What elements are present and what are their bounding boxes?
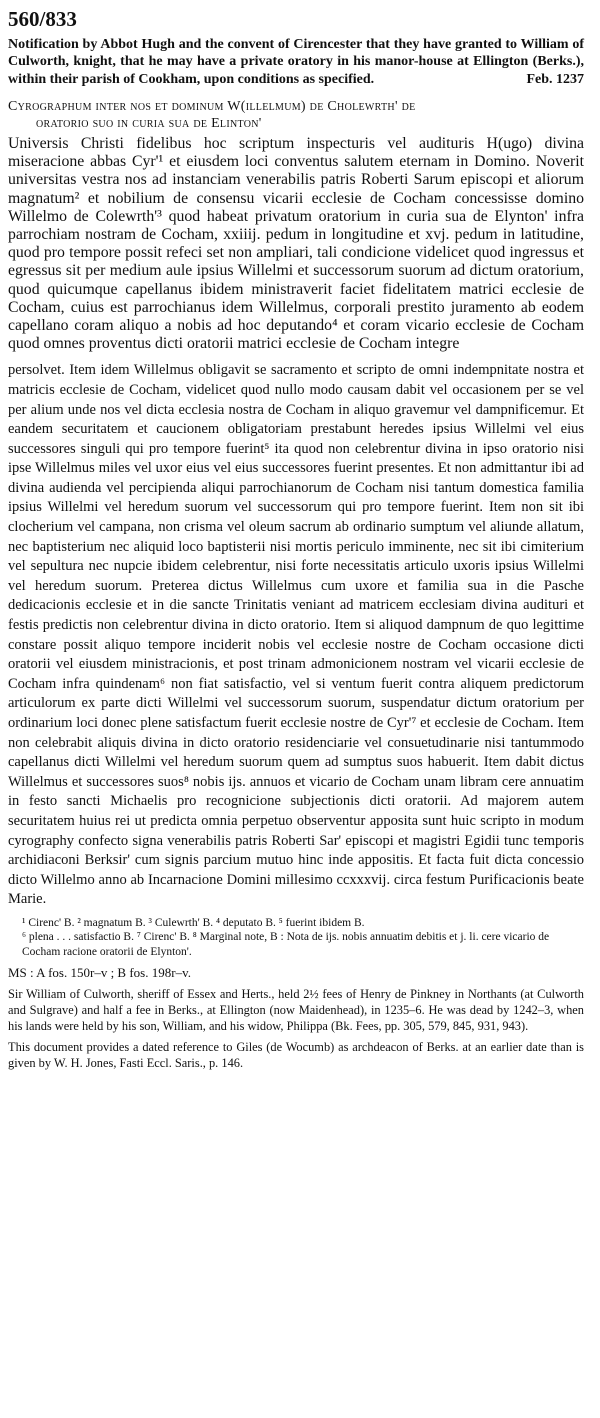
biographical-note: Sir William of Culworth, sheriff of Essex and Herts., held 2½ fees of Henry de Pinkney in Northants (at Culworth and Sulgrave) and half a fee in Berks., at Ellington (now Maidenhead), in 1235–6. He was dead by 1242–3, when his lands were held by his son, William, and his widow, Philippa (Bk. Fees, pp. 305, 579, 845, 931, 943).: [8, 987, 584, 1033]
notification-text: Notification by Abbot Hugh and the convent of Cirencester that they have granted to William of Culworth, knight, that he may have a private oratory in his manor-house at Ellington (Berks.), within their parish of Cookham, upon conditions as specified.: [8, 37, 584, 87]
document-number: 560/833: [8, 7, 77, 31]
footnotes-line-1: ¹ Cirenc' B. ² magnatum B. ³ Culewrth' B. ⁴ deputato B. ⁵ fuerint ibidem B.: [22, 916, 365, 929]
footnotes: [8, 916, 584, 960]
footnotes-line-2: ⁶ plena . . . satisfactio B. ⁷ Cirenc' B. ⁸ Marginal note, B : Nota de ijs. nobis annuatim debitis et j. li. cere vicario de Cocham racione oratorii de Elynton'.: [22, 931, 550, 958]
latin-text-part-2: persolvet. Item idem Willelmus obligavit se sacramento et scripto de omni indempnitate nostra et matricis ecclesie de Cocham, videlicet quod nullo modo causam dabit vel occasionem per se vel per alium unde nos vel dicta ecclesia nostra de Cocham in aliquo gravemur vel dampnificemur. Et eandem securitatem et caucionem obligatoriam prestabunt heredes ipsius Willelmi vel eius successores singuli qui pro tempore fuerint⁵ ita quod non celebrentur divina in ipso oratorio nisi ipse Willelmus miles vel uxor eius vel eius successores fuerint presentes. Et non admittantur ibi ad divina audienda vel percipienda aliqui parrochianorum de Cocham nisi tantum domestica familia ipsius Willelmi vel heredum suorum vel successorum qui pro tempore fuerint. Item non sit ibi clocherium vel campana, non crisma vel oleum sacrum ab ordinario sumptum vel aliunde allatum, nec baptisterium nec aliquid loco baptisterii nisi mortis periculo imminente, nec sit ibi cimiterium vel sepultura nec nupcie ibidem celebrentur, nisi forte necessitatis articulo uxoris ipsius Willelmi vel heredum suorum. Preterea dictus Willelmus cum uxore et familia sua in die Pasche dedicacionis ecclesie et in die sancte Trinitatis veniant ad matricem ecclesiam divina audituri et festis predictis non celebrentur divina in dicto oratorio. Item si aliquod dampnum de quo legittime constare possit aliquo tempore inciderit nobis vel ecclesie nostre de Cocham occasione dicti oratorii vel eiusdem ministracionis, et post trinam admonicionem nostram vel vicarii ecclesie de Cocham infra quindenam⁶ non fiat satisfactio, vel si ventum fuerit contra aliquem predictorum articulorum ex parte dicti Willelmi vel successorum suorum, suspendatur dictum oratorium per ordinarium loci donec plene satisfactum fuerit ecclesie nostre de Cyr'⁷ et ecclesie de Cocham. Item non celebrabit aliquis divina in dicto oratorio residenciarie vel consuetudinarie nisi tantummodo capellanus dicti Willelmi vel heredum suorum quem ad sumptus suos habuerit. Item dabit dictus Willelmus et successores suos⁸ nobis ijs. annuos et vicario de Cocham unam libram cere annuatim in festo sancti Michaelis pro recognicione subjectionis dicti oratorii. Ad majorem autem securitatem huius rei ut predicta omnia perpetuo observentur apposita sunt huic scripto in modum cyrography confecto signa venerabilis patris Roberti Sar' episcopi et magistri Egidii tunc temporis archidiaconi Berksir' cum signis parcium mutuo hinc inde appositis. Et facta fuit dicta concessio dicto Willelmo anno ab Incarnacione Domini millesimo ccxxxvij. circa festum Purificacionis beate Marie.: [8, 362, 584, 908]
charter-heading: [8, 98, 584, 133]
manuscript-reference: MS : A fos. 150r–v ; B fos. 198r–v.: [8, 965, 191, 981]
document-page: [8, 0, 584, 1071]
heading-line-1: Cyrographum inter nos et dominum W(illelmum) de Cholewrth' de: [8, 98, 416, 114]
archdeacon-note: This document provides a dated reference to Giles (de Wocumb) as archdeacon of Berks. at an earlier date than is given by W. H. Jones, Fasti Eccl. Saris., p. 146.: [8, 1040, 584, 1070]
heading-line-2: oratorio suo in curia sua de Elinton': [36, 116, 262, 132]
latin-text-part-1: Universis Christi fidelibus hoc scriptum inspecturis vel audituris H(ugo) divina miseracione abbas Cyr'¹ et eiusdem loci conventus salutem eternam in Domino. Noverit universitas vestra nos ad instanciam venerabilis patris Roberti Sarum episcopi et aliorum magnatum² et nobilium de consensu vicarii ecclesie de Cocham concessisse domino Willelmo de Colewrth'³ quod habeat privatum oratorium in curia sua de Elynton' infra parrochiam nostram de Cocham, xxiiij. pedum in longitudine et xvj. pedum in latitudine, quod pro tempore possit refeci set non ampliari, tali condicione videlicet quod ingressus et egressus sit per medium aule ipsius Willelmi et successorum suorum ad dictum oratorium, quod quicumque capellanus ibidem ministraverit faciet fidelitatem matrici ecclesie de Cocham, cuius est parrochianus idem Willelmus, corporali prestito juramento ab eodem capellano coram aliquo a nobis ad hoc deputando⁴ et coram vicario ecclesie de Cocham quod omnes proventus dicti oratorii matrici ecclesie de Cocham integre: [8, 134, 584, 353]
notification-summary: [8, 36, 584, 88]
notification-date: Feb. 1237: [526, 71, 584, 87]
